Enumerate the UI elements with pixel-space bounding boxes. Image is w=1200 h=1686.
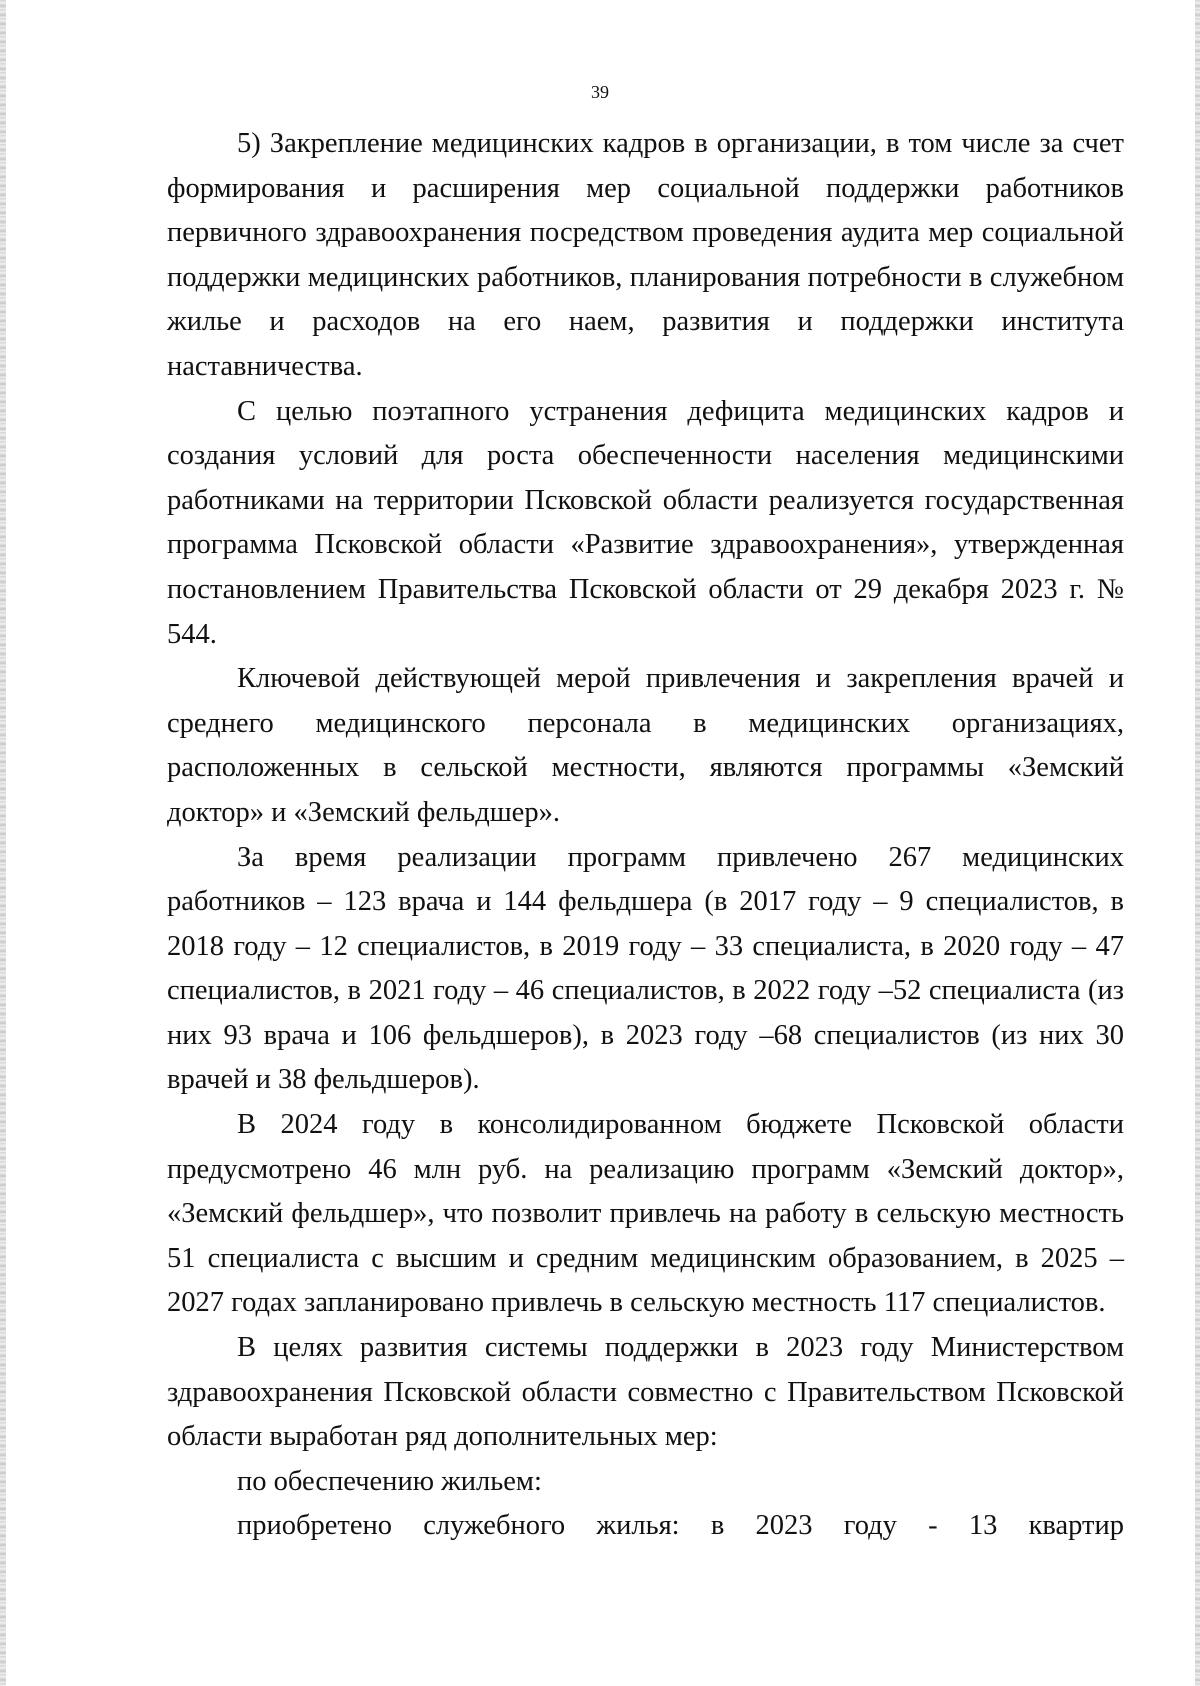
page-number: 39 xyxy=(591,82,609,102)
scan-edge-right xyxy=(1195,0,1200,1686)
paragraph-7: по обеспечению жильем: xyxy=(237,1465,542,1497)
paragraph-2: С целью поэтапного устранения дефицита медицинских кадров и создания условий для роста обеспеченности населения медицинскими работниками на территории Псковской области реализуется государственная программа Псковской области «Развитие здравоохранения», утвержденная постановлением Правительства Псковской области от 29 декабря 2023 г. № 544. xyxy=(167,395,1124,650)
paragraph-3: Ключевой действующей мерой привлечения и закрепления врачей и среднего медицинского персонала в медицинских организациях, расположенных в сельской местности, являются программы «Земский доктор» и «Земский фельдшер». xyxy=(167,663,1124,828)
paragraph-4: За время реализации программ привлечено 267 медицинских работников – 123 врача и 144 фельдшера (в 2017 году – 9 специалистов, в 2018 году – 12 специалистов, в 2019 году – 33 специалиста, в 2020 году – 47 специалистов, в 2021 году – 46 специалистов, в 2022 году –52 специалиста (из них 93 врача и 106 фельдшеров), в 2023 году –68 специалистов (из них 30 врачей и 38 фельдшеров). xyxy=(167,841,1124,1096)
paragraph-6: В целях развития системы поддержки в 2023 году Министерством здравоохранения Псковской области совместно с Правительством Псковской области выработан ряд дополнительных мер: xyxy=(167,1332,1124,1453)
body-text xyxy=(167,122,1124,1549)
paragraph-8: приобретено служебного жилья: в 2023 году - 13 квартир xyxy=(237,1510,1124,1542)
paragraph-1: 5) Закрепление медицинских кадров в организации, в том числе за счет формирования и расширения мер социальной поддержки работников первичного здравоохранения посредством проведения аудита мер социальной поддержки медицинских работников, планирования потребности в служебном жилье и расходов на его наем, развития и поддержки института наставничества. xyxy=(167,128,1124,382)
scan-edge-left xyxy=(0,0,6,1686)
paragraph-5: В 2024 году в консолидированном бюджете Псковской области предусмотрено 46 млн руб. на реализацию программ «Земский доктор», «Земский фельдшер», что позволит привлечь на работу в сельскую местность 51 специалиста с высшим и средним медицинским образованием, в 2025 – 2027 годах запланировано привлечь в сельскую местность 117 специалистов. xyxy=(167,1109,1124,1319)
